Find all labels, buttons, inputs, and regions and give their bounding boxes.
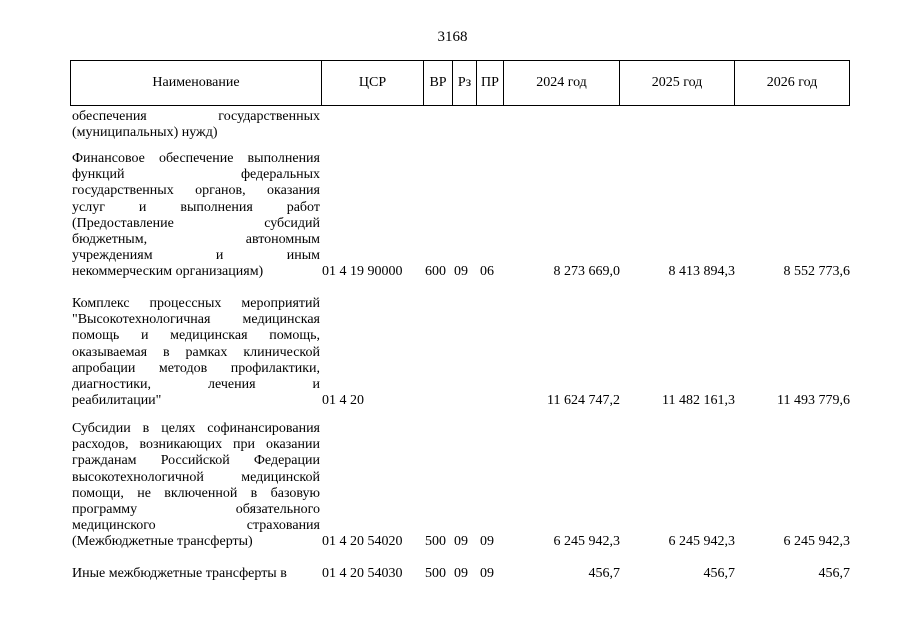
- row-name-line: реабилитации": [72, 393, 162, 409]
- row-pr: 06: [480, 264, 494, 280]
- row-name-line: апробации методов профилактики,: [72, 360, 320, 376]
- row-vr: 500: [425, 566, 446, 581]
- row-rz: 09: [454, 534, 468, 550]
- row-name-line: функций федеральных: [72, 167, 320, 183]
- row-name-line: высокотехнологичной медицинской: [72, 469, 320, 485]
- row-2025: 8 413 894,3: [668, 264, 735, 280]
- row-name-line: некоммерческим организациям): [72, 264, 264, 280]
- row-2026: 6 245 942,3: [783, 534, 850, 550]
- row-name-line: (Межбюджетные трансферты): [72, 534, 253, 550]
- row-name-line: Субсидии в целях софинансирования: [72, 421, 320, 436]
- row-name-line: Финансовое обеспечение выполнения: [72, 151, 320, 166]
- row-name: [72, 151, 320, 281]
- row-csr: 01 4 20 54030: [322, 566, 403, 581]
- row-2024: 8 273 669,0: [553, 264, 620, 280]
- row-2026: 11 493 779,6: [777, 393, 850, 409]
- row-csr: 01 4 19 90000: [322, 264, 403, 280]
- row-name-line: оказываемая в рамках клинической: [72, 344, 320, 360]
- row-rz: 09: [454, 264, 468, 280]
- row-name-line: государственных органов, оказания: [72, 183, 320, 199]
- row-vr: 600: [425, 264, 446, 280]
- row-name-line: помощь и медицинская помощь,: [72, 328, 320, 344]
- row-2024: 6 245 942,3: [553, 534, 620, 550]
- row-name: [72, 421, 320, 551]
- row-name-line: (Предоставление субсидий: [72, 215, 320, 231]
- table-row: [70, 109, 850, 141]
- page-number: 3168: [437, 29, 468, 45]
- row-name-line: обеспечения государственных: [72, 109, 320, 124]
- row-2025: 6 245 942,3: [668, 534, 735, 550]
- header-name: Наименование: [71, 61, 322, 105]
- row-name-line: программу обязательного: [72, 502, 320, 518]
- row-rz: 09: [454, 566, 468, 581]
- row-name-line: расходов, возникающих при оказании: [72, 437, 320, 453]
- table-row: [70, 151, 850, 281]
- row-name: [72, 566, 320, 582]
- row-name-line: помощи, не включенной в базовую: [72, 485, 320, 501]
- header-2025: 2025 год: [620, 61, 735, 105]
- header-csr: ЦСР: [322, 61, 424, 105]
- row-name-line: Комплекс процессных мероприятий: [72, 296, 320, 311]
- table-header: [70, 60, 850, 106]
- row-csr: 01 4 20 54020: [322, 534, 403, 550]
- row-name: [72, 109, 320, 141]
- header-pr: ПР: [477, 61, 504, 105]
- row-name-line: бюджетным, автономным: [72, 232, 320, 248]
- row-vr: 500: [425, 534, 446, 550]
- header-2024: 2024 год: [504, 61, 620, 105]
- row-pr: 09: [480, 566, 494, 581]
- row-2026: 8 552 773,6: [783, 264, 850, 280]
- row-2026: 456,7: [818, 566, 850, 581]
- table-row: [70, 566, 850, 582]
- row-name-line: Иные межбюджетные трансферты в: [72, 566, 287, 581]
- row-2025: 456,7: [703, 566, 735, 581]
- row-pr: 09: [480, 534, 494, 550]
- row-name-line: учреждениям и иным: [72, 248, 320, 264]
- row-name-line: услуг и выполнения работ: [72, 199, 320, 215]
- row-csr: 01 4 20: [322, 393, 364, 409]
- row-name-line: "Высокотехнологичная медицинская: [72, 312, 320, 328]
- table-row: [70, 421, 850, 551]
- row-2024: 11 624 747,2: [547, 393, 620, 409]
- row-name-line: гражданам Российской Федерации: [72, 453, 320, 469]
- row-name-line: медицинского страхования: [72, 518, 320, 534]
- row-name: [72, 296, 320, 409]
- header-2026: 2026 год: [766, 75, 818, 90]
- header-vr: ВР: [424, 61, 453, 105]
- row-2024: 456,7: [588, 566, 620, 581]
- table-row: [70, 296, 850, 409]
- row-name-line: (муниципальных) нужд): [72, 125, 218, 141]
- row-name-line: диагностики, лечения и: [72, 377, 320, 393]
- row-2025: 11 482 161,3: [662, 393, 735, 409]
- header-rz: Рз: [453, 61, 477, 105]
